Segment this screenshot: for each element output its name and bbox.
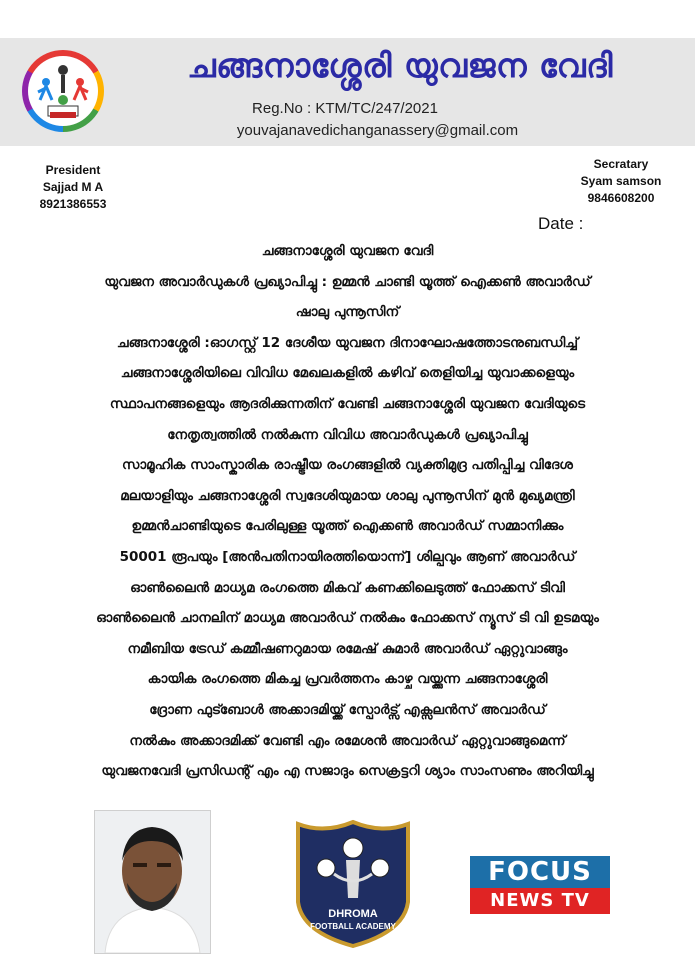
yuvajana-vedi-logo-icon — [22, 50, 104, 132]
secretary-phone: 9846608200 — [587, 191, 655, 205]
body-line: 50001 രൂപയും [അൻപതിനായിരത്തിയൊന്ന്] ശില്പവും ആണ് അവാർഡ് — [119, 548, 576, 565]
focus-logo-top: FOCUS — [470, 856, 610, 888]
body-line: സ്ഥാപനങ്ങളെയും ആദരിക്കുന്നതിന് വേണ്ടി ചങ്ങനാശ്ശേരി യുവജന വേദിയുടെ — [109, 395, 586, 412]
body-line: നേതൃത്വത്തിൽ നൽകുന്ന വിവിധ അവാർഡുകൾ പ്രഖ്യാപിച്ചു — [167, 426, 528, 443]
president-label: President — [45, 163, 101, 177]
secretary-name: Syam samson — [580, 174, 662, 188]
secretary-contact — [566, 156, 676, 207]
body-line: മലയാളിയും ചങ്ങനാശ്ശേരി സ്വദേശിയുമായ ശാലു പുന്നൂസിന് മുൻ മുഖ്യമന്ത്രി — [120, 487, 575, 504]
dhroma-name: DHROMA — [328, 908, 378, 920]
contact-email: youvajanavedichanganassery@gmail.com — [236, 122, 519, 139]
date-label: Date : — [538, 214, 584, 233]
body-line: ചങ്ങനാശ്ശേരിയിലെ വിവിധ മേഖലകളിൽ കഴിവ് തെളിയിച്ച യുവാക്കളെയും — [120, 365, 575, 382]
president-name: Sajjad M A — [42, 180, 104, 194]
focus-logo-bottom: NEWS TV — [470, 888, 610, 914]
body-line: ഓൺലൈൻ മാധ്യമ രംഗത്തെ മികവ് കണക്കിലെടുത്ത് ഫോക്കസ് ടിവി — [130, 579, 565, 596]
body-line: ചങ്ങനാശ്ശേരി യുവജന വേദി — [261, 243, 434, 259]
body-line: ചങ്ങനാശ്ശേരി :ഓഗസ്റ്റ് 12 ദേശീയ യുവജന ദിനാഘോഷത്തോടനുബന്ധിച്ച് — [116, 334, 579, 351]
body-line: യുവജനവേദി പ്രസിഡന്റ് എം എ സജാദും സെക്രട്ടറി ശ്യാം സാംസണും അറിയിച്ചു — [101, 763, 594, 780]
body-line: നൽകും അക്കാദമിക്ക് വേണ്ടി എം രമേശൻ അവാർഡ് ഏറ്റുവാങ്ങുമെന്ന് — [129, 732, 566, 749]
focus-news-tv-logo — [470, 856, 610, 914]
body-line: ഓൺലൈൻ ചാനലിന് മാധ്യമ അവാർഡ് നൽകും ഫോക്കസ് ന്യൂസ് ടി വി ഉടമയും — [96, 610, 599, 627]
president-phone: 8921386553 — [39, 197, 107, 211]
body-line: സാമൂഹിക സാംസ്കാരിക രാഷ്ട്രീയ രംഗങ്ങളിൽ വ്യക്തിമുദ്ര പതിപ്പിച്ച വിദേശ — [122, 457, 573, 474]
dhroma-football-academy-logo — [294, 818, 412, 948]
organization-title: ചങ്ങനാശ്ശേരി യുവജന വേദി — [187, 46, 613, 85]
body-line: നമീബിയ ട്രേഡ് കമ്മീഷണറുമായ രമേഷ് കുമാർ അവാർഡ് ഏറ്റുവാങ്ങും — [127, 640, 568, 657]
body-line: കായിക രംഗത്തെ മികച്ച പ്രവർത്തനം കാഴ്ച വയ്ക്കുന്ന ചങ്ങനാശ്ശേരി — [147, 671, 548, 688]
body-line: ദ്രോണ ഫുട്ബോൾ അക്കാദമിയ്ക്ക് സ്പോർട്സ് എക്സലൻസ് അവാർഡ് — [149, 701, 546, 718]
registration-number: Reg.No : KTM/TC/247/2021 — [252, 100, 438, 117]
portrait-photo — [94, 810, 211, 954]
sports-figures-icon — [28, 56, 98, 126]
press-release-body — [10, 236, 685, 787]
person-portrait-icon — [95, 811, 210, 953]
body-line: ഉമ്മൻചാണ്ടിയുടെ പേരിലുള്ള യൂത്ത് ഐക്കൺ അവാർഡ് സമ്മാനിക്കും — [131, 518, 564, 535]
top-strip — [0, 0, 695, 38]
president-contact — [28, 162, 118, 213]
letterhead-header — [0, 38, 695, 146]
secretary-label: Secratary — [593, 157, 649, 171]
body-line: ഷാലു പുന്നൂസിന് — [295, 304, 400, 321]
body-line: യുവജന അവാർഡുകൾ പ്രഖ്യാപിച്ചു : ഉമ്മൻ ചാണ്ടി യൂത്ത് ഐക്കൺ അവാർഡ് — [104, 273, 591, 290]
dhroma-subtitle: FOOTBALL ACADEMY — [310, 922, 396, 931]
